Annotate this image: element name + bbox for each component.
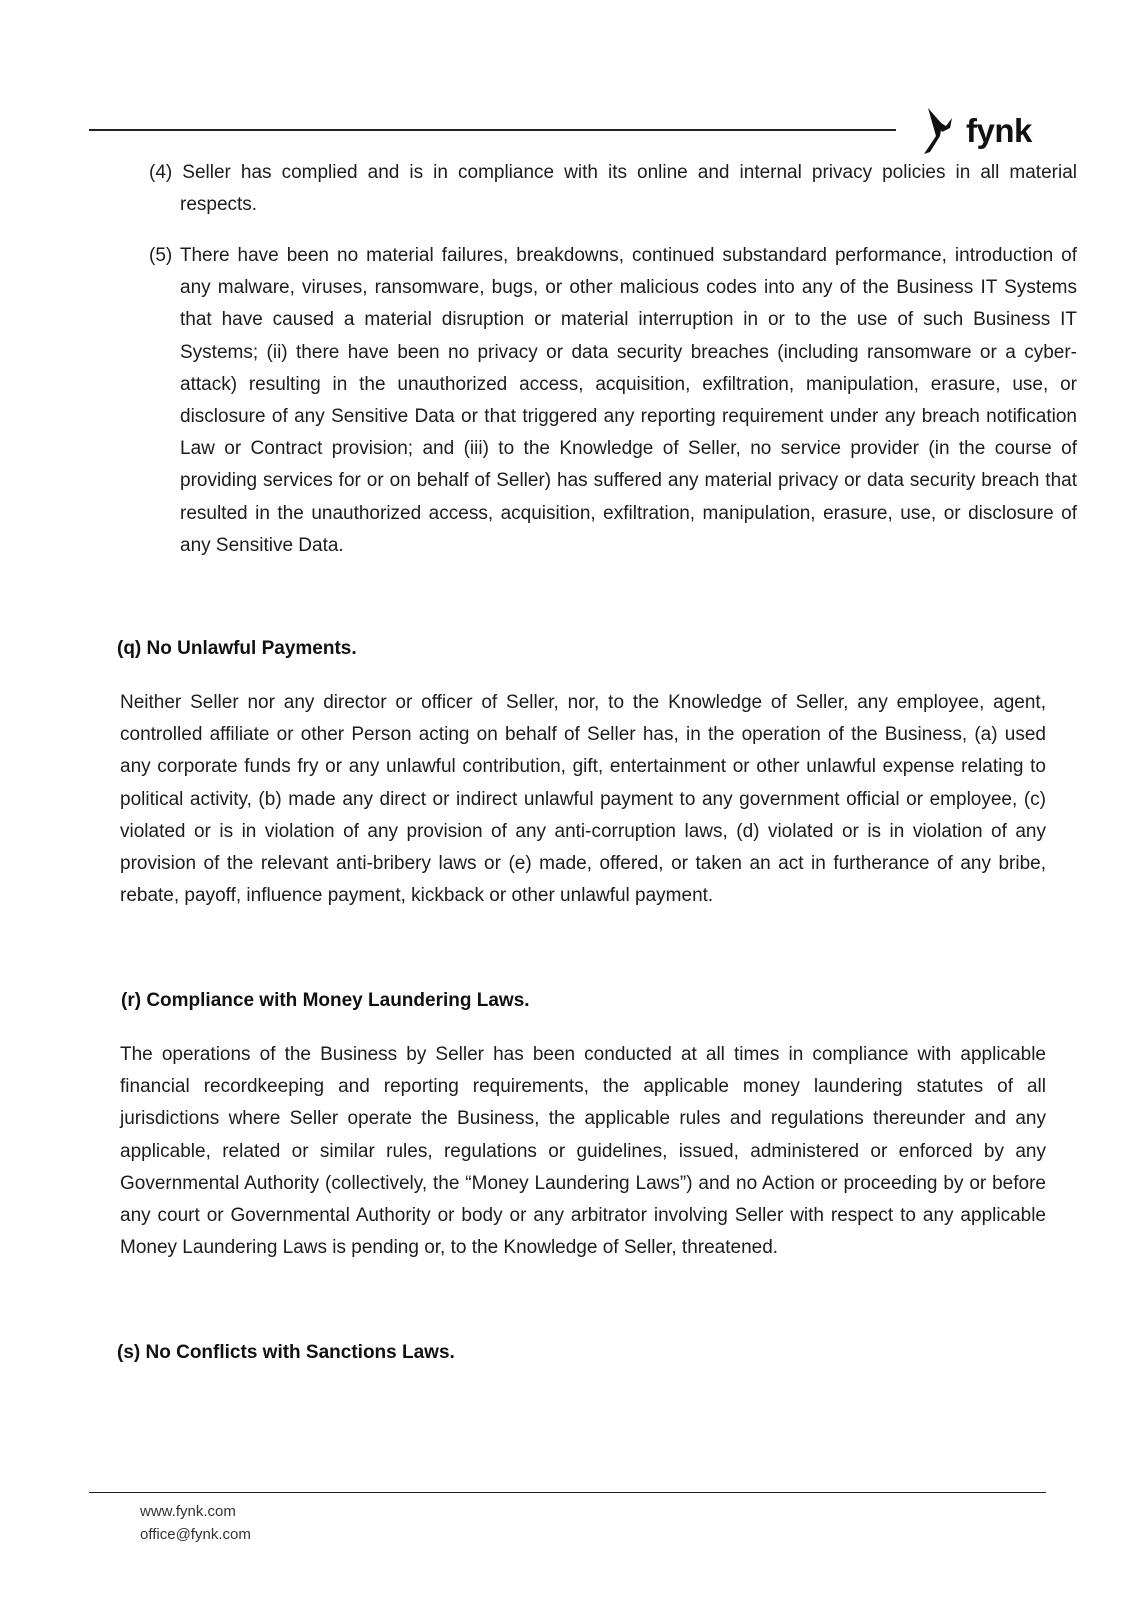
section-heading-r: (r) Compliance with Money Laundering Laws. [121,990,530,1011]
section-body-r: The operations of the Business by Seller has been conducted at all times in compliance with applicable financial recordkeeping and reporting requirements, the applicable money laundering statutes of all jurisdictions where Seller operate the Business, the applicable rules and regulations thereunder and any applicable, related or similar rules, regulations or guidelines, issued, administered or enforced by any Governmental Authority (collectively, the “Money Laundering Laws”) and no Action or proceeding by or before any court or Governmental Authority or body or any arbitrator involving Seller with respect to any applicable Money Laundering Laws is pending or, to the Knowledge of Seller, threatened. [120,1044,1046,1259]
section-heading-s: (s) No Conflicts with Sanctions Laws. [117,1342,455,1363]
footer-website: www.fynk.com [140,1503,236,1520]
logo [920,104,1032,158]
logo-text: fynk [966,112,1032,149]
section-heading-q: (q) No Unlawful Payments. [117,638,357,659]
fynk-bird-icon [920,106,956,156]
footer-email: office@fynk.com [140,1526,251,1543]
clause-item-5: (5) There have been no material failures, breakdowns, continued substandard performance, introduction of any malware, viruses, ransomware, bugs, or other malicious codes into any of the Business IT Systems that have caused a material disruption or material interruption in or to the use of such Business IT Systems; (ii) there have been no privacy or data security breaches (including ransomware or a cyber-attack) resulting in the unauthorized access, acquisition, exfiltration, manipulation, erasure, use, or disclosure of any Sensitive Data or that triggered any reporting requirement under any breach notification Law or Contract provision; and (iii) to the Knowledge of Seller, no service provider (in the course of providing services for or on behalf of Seller) has suffered any material privacy or data security breach that resulted in the unauthorized access, acquisition, exfiltration, manipulation, erasure, use, or disclosure of any Sensitive Data. [149,245,1077,556]
header-rule [89,129,896,131]
section-body-q: Neither Seller nor any director or officer of Seller, nor, to the Knowledge of Seller, any employee, agent, controlled affiliate or other Person acting on behalf of Seller has, in the operation of the Business, (a) used any corporate funds fry or any unlawful contribution, gift, entertainment or other unlawful expense relating to political activity, (b) made any direct or indirect unlawful payment to any government official or employee, (c) violated or is in violation of any provision of any anti-corruption laws, (d) violated or is in violation of any provision of the relevant anti-bribery laws or (e) made, offered, or taken an act in furtherance of any bribe, rebate, payoff, influence payment, kickback or other unlawful payment. [120,692,1046,907]
footer-rule [89,1492,1046,1493]
clause-item-4: (4) Seller has complied and is in compliance with its online and internal privacy policies in all material respects. [149,162,1077,216]
